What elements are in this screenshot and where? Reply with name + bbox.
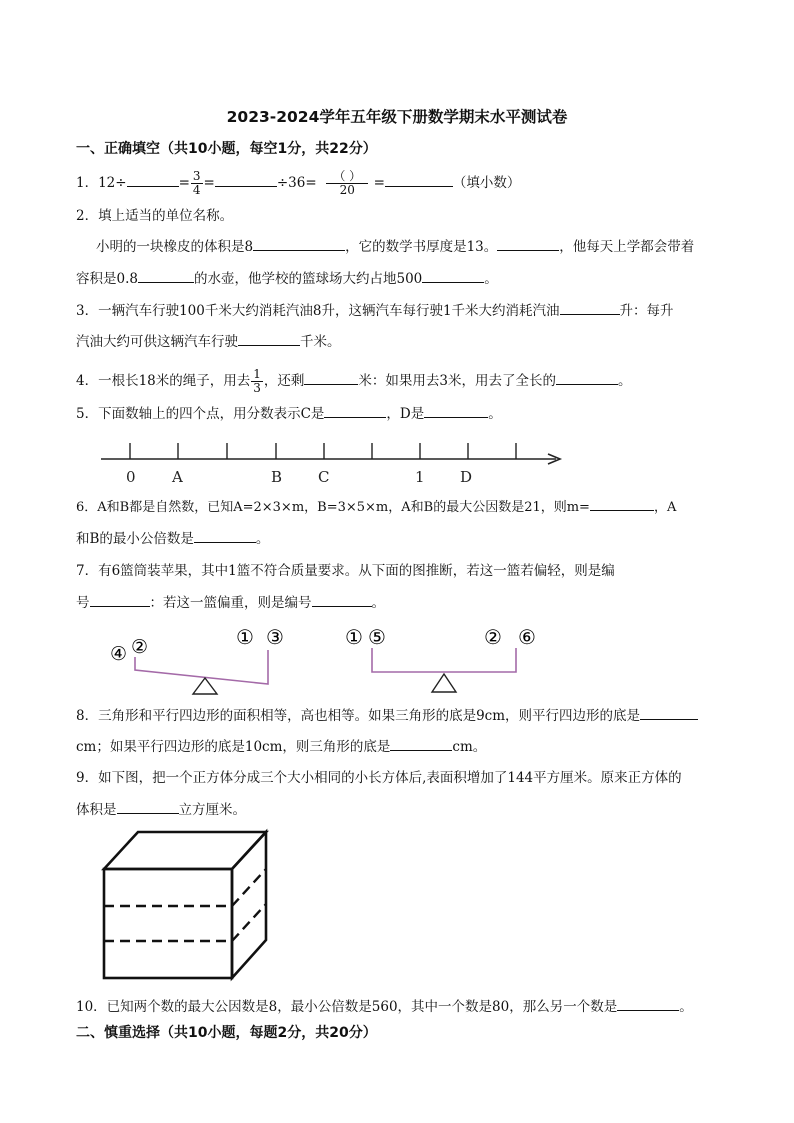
tick-label-1: 1 xyxy=(415,468,425,486)
point-label-d: D xyxy=(460,468,473,486)
question-5: 5．下面数轴上的四个点，用分数表示C是 ，D是 。 xyxy=(76,406,502,422)
question-7-line-1: 7．有6篮筒装苹果，其中1篮不符合质量要求。从下面的图推断，若这一篮若偏轻，则是编 xyxy=(76,563,615,579)
question-6-line-2: 和B的最小公倍数是 。 xyxy=(76,531,270,547)
section-heading-2: 二、慎重选择（共10小题，每题2分，共20分） xyxy=(76,1025,377,1041)
question-1: 1．12÷ = $\frac{3}{4}$ = ÷36= $\frac{( )}{20}$ = （填小数） xyxy=(76,169,521,197)
question-2-line-2: 容积是0.8 的水壶，他学校的篮球场大约占地500 。 xyxy=(76,271,498,287)
cut-lines xyxy=(104,869,266,941)
weight-5: ⑤ xyxy=(368,625,386,649)
question-8-line-2: cm；如果平行四边形的底是10cm，则三角形的底是 cm。 xyxy=(76,739,487,755)
question-7-line-2: 号 ：若这一篮偏重，则是编号 。 xyxy=(76,595,385,611)
question-9-line-1: 9．如下图，把一个正方体分成三个大小相同的小长方体后,表面积增加了144平方厘米。原来正方体的 xyxy=(76,770,682,786)
tick-label-0: 0 xyxy=(126,468,136,486)
question-2-line-1: 小明的一块橡皮的体积是8 ，它的数学书厚度是13。 ，他每天上学都会带着 xyxy=(96,239,695,255)
section-heading-1: 一、正确填空（共10小题，每空1分，共22分） xyxy=(76,141,377,157)
weight-2: ② xyxy=(484,625,502,649)
fraction-blank-20: $\frac{( )}{20}$ xyxy=(326,170,368,197)
question-10: 10．已知两个数的最大公因数是8，最小公倍数是560，其中一个数是80，那么另一个数是 。 xyxy=(76,999,693,1015)
weight-4: ④ xyxy=(110,643,128,665)
question-6-line-1: 6．A和B都是自然数，已知A=2×3×m，B=3×5×m，A和B的最大公因数是21，则m= ，A xyxy=(76,500,677,515)
point-label-a: A xyxy=(172,468,183,486)
question-2-prompt: 2．填上适当的单位名称。 xyxy=(76,208,234,224)
cube-side-face xyxy=(232,832,266,978)
weight-1: ① xyxy=(236,625,254,649)
weight-6: ⑥ xyxy=(518,625,536,649)
cube-top-face xyxy=(104,832,266,869)
fraction-3-4: $\frac{3}{4}$ xyxy=(192,169,201,197)
weight-3: ③ xyxy=(266,625,284,649)
question-8-line-1: 8．三角形和平行四边形的面积相等，高也相等。如果三角形的底是9cm，则平行四边形的底是 xyxy=(76,707,698,725)
page-title: 2023-2024学年五年级下册数学期末水平测试卷 xyxy=(226,108,568,126)
weight-1: ① xyxy=(345,625,363,649)
point-label-c: C xyxy=(318,468,330,486)
weight-2: ② xyxy=(131,636,149,658)
question-4: 4．一根长18米的绳子，用去 $\frac{1}{3}$ ，还剩 米：如果用去3米，用去了全长的 。 xyxy=(76,367,632,395)
point-label-b: B xyxy=(271,468,283,486)
question-3-line-2: 汽油大约可供这辆汽车行驶 千米。 xyxy=(76,334,341,350)
question-3-line-1: 3．一辆汽车行驶100千米大约消耗汽油8升，这辆汽车每行驶1千米大约消耗汽油 升：每升 xyxy=(76,303,674,319)
cube-front-face xyxy=(104,869,232,978)
fraction-1-3: $\frac{1}{3}$ xyxy=(253,367,261,395)
question-9-line-2: 体积是 立方厘米。 xyxy=(76,802,246,818)
answer-blank[interactable] xyxy=(617,998,679,1011)
